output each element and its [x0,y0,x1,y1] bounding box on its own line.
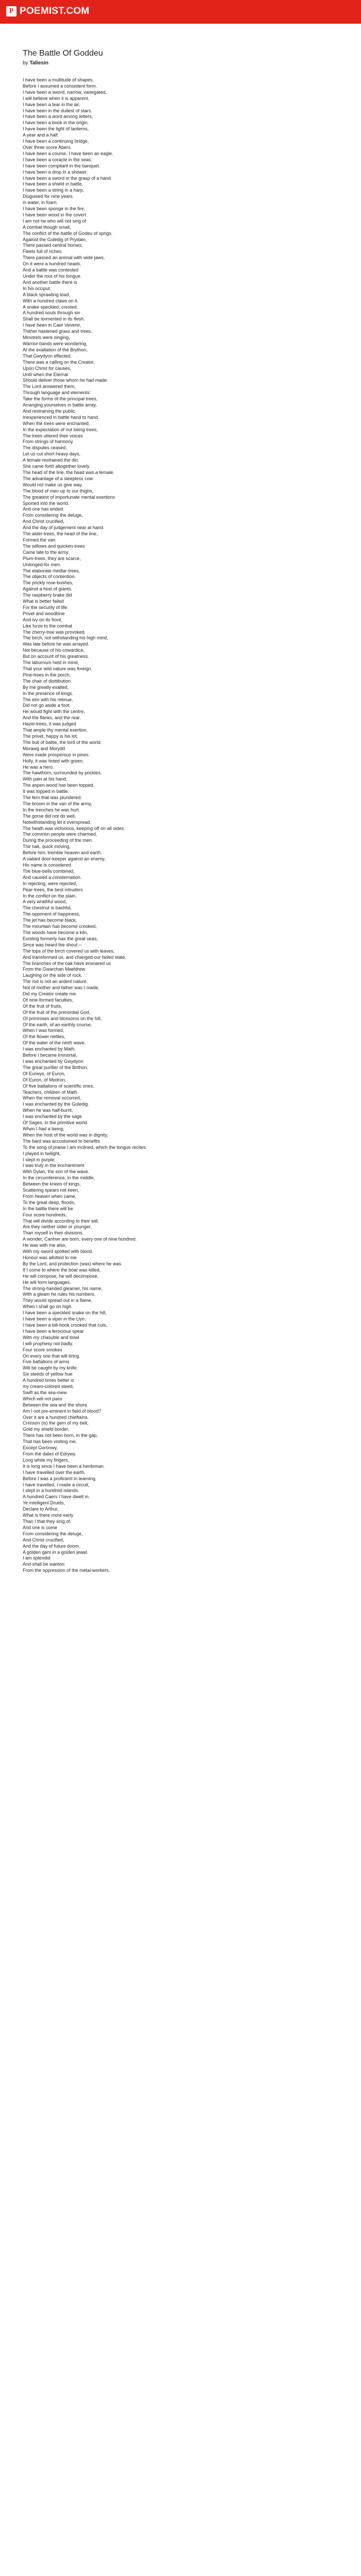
poem-line: I am not he who will not sing of [23,218,87,224]
poem-line: Of Sages, in the primitive world. [23,1120,89,1126]
poem-line: At the exaltation of the Brython, [23,347,88,352]
poem-line: Over three score Abers. [23,144,72,150]
poem-line: The trees uttered their voices [23,433,83,438]
poem-line: I was enchanted by the Guledig. [23,1101,89,1107]
poem-line: From strings of harmony [23,439,73,445]
poem-line: The opponent of happiness, [23,911,80,917]
poem-line: Inexperienced in battle hand to hand. [23,414,100,420]
poem-line: The gorse did not do well, [23,813,76,819]
poem-line: I have been a ferocious spear [23,1328,84,1334]
poem-body [23,77,332,1574]
poem-line: Crimson (is) the gem of my belt, [23,1420,89,1426]
poem-line: And shall be wanton [23,1562,65,1567]
poem-line: Plum-trees, they are scarce, [23,555,81,561]
poem-line: Unlonged-for men. [23,562,61,567]
poem-line: Holly, it was tinted with green, [23,758,84,764]
poem-line: Morawg and Morydd [23,745,65,751]
poem-line: The willows and quicken-trees [23,543,85,549]
poem-line: The birch, not withstanding his high mind, [23,635,108,641]
poem-line: Of the fruit of the primordial God, [23,1009,91,1015]
poem-line: A year and a half. [23,132,59,138]
poem-line: Which will not pass [23,1396,62,1401]
poem-line: He will form languages. [23,1279,71,1285]
poem-line: Than myself in their divisions. [23,1230,84,1236]
poem-line: In the presence of kings. [23,690,74,696]
poem-line: Of the earth, of an earthly course, [23,1022,92,1027]
poem-line: The bull of battle, the lord of the world. [23,739,102,745]
poem-line: I was enchanted by Math, [23,1046,76,1052]
poem-line: The branches of the oak have ensnared us [23,960,111,966]
poem-line: In the battle there will be [23,1206,73,1211]
poem-line: I was truly in the enchantment [23,1163,85,1168]
poem-author-link[interactable]: Taliesin [29,60,48,66]
poem-line: The tops of the birch covered us with leaves, [23,948,115,954]
poem-line: And Christ crucified, [23,1537,64,1543]
poem-line: I have been a coracle in the seas: [23,157,92,162]
poem-line: It was topped in battle. [23,789,70,794]
poem-line: With pain at his hand. [23,776,68,782]
poem-line: They would spread out in a flame, [23,1298,93,1303]
poem-line: There was a calling on the Creator, [23,359,95,365]
poem-line: With Dylan, the son of the wave. [23,1169,90,1175]
poem-line: Formed the van. [23,537,57,543]
poem-line: A hundred times better is [23,1378,74,1383]
poem-line: A female restrained the din. [23,457,79,463]
poem-line: From considering the deluge, [23,1531,83,1536]
poem-line: I have been a shield in battle. [23,181,84,187]
poem-line: Through language and elements: [23,390,91,396]
poem-line: And a battle was contested [23,267,79,273]
poem-line: In the trenches he was hurt. [23,807,80,812]
poem-line: I have been a multitude of shapes, [23,77,94,82]
poem-line: Five battalions of arms [23,1359,70,1365]
poem-line: I have been sponge in the fire, [23,206,86,212]
poem-line: And ivy on its front, [23,617,62,622]
poem-line: Came late to the army. [23,549,70,555]
poem-line: The great purifier of the Brithon, [23,1064,89,1070]
poem-line: Thither hastened grass and trees. [23,329,92,334]
poem-line: Of nine-formed faculties, [23,997,74,1003]
poem-line: And Christ crucified, [23,519,64,524]
poem-line: He was with me also, [23,1243,67,1248]
poem-line: Against a host of giants. [23,586,73,592]
poem-line: Did not go aside a foot; [23,703,71,708]
poem-line: The strong-handed gleamer, his name, [23,1285,103,1291]
poem-line: Should deliver those whom he had made. [23,378,108,383]
poem-line: Except Goronwy, [23,1445,58,1451]
poem-line: The prickly rose-bushes, [23,580,74,586]
poem-line: The raspberry brake did [23,592,72,598]
poem-line: Until when the Eternal [23,371,69,377]
poem-line: The rod is not an ardent nature. [23,979,88,985]
poem-line: Hazel-trees, it was judged [23,721,76,727]
poem-line: The alder-trees, the head of the line, [23,531,98,537]
poem-content [23,49,332,1574]
poem-line: When the host of the world was in dignity, [23,1132,108,1138]
poem-line: Upon Christ for causes, [23,365,72,371]
poem-line: Declare to Arthur, [23,1506,59,1512]
poem-line: Shall be tormented in its flesh. [23,316,85,322]
poem-line: A golden gem in a golden jewel. [23,1549,89,1555]
poem-line: Since was heard the shout:-- [23,942,82,947]
poem-line: Am I not pre-eminent in field of blood? [23,1408,102,1414]
poem-line: Gold my shield border. [23,1427,70,1432]
poem-line: I am splendid [23,1555,51,1561]
poem-line: I will believe when it is apparent. [23,95,90,101]
poem-line: A wonder, Canhwr are born, every one of nine hundred. [23,1236,137,1242]
poem-line: A black sprawling toad, [23,292,71,297]
poem-line: There passed an animal with wide jaws, [23,255,105,261]
poem-line: Was late before he was arrayed. [23,641,90,647]
poem-line: I have been wood in the covert. [23,212,88,217]
poem-line: I have been a course, I have been an eagle. [23,150,113,156]
poem-line: Would not make us give way. [23,482,83,487]
poem-line: A very wrathful wood, [23,899,67,905]
poem-line: The common people were charmed, [23,832,97,837]
poem-line: Laughing on the side of rock, [23,973,83,978]
poem-line: In the circumference, in the middle, [23,1175,95,1181]
poem-line: Of Euron, of Modron, [23,1077,67,1082]
poem-line: The aspen-wood has been topped, [23,783,95,788]
poem-line: The blood of men up to our thighs, [23,488,94,494]
poem-line: Teachers, children of Math. [23,1089,79,1095]
poem-line: I was enchanted by Gwydyon [23,1059,84,1064]
poem-line: Pear-trees, the best intruders [23,887,83,892]
poem-line: He will compose, he will decompose, [23,1273,99,1279]
poem-line: And one is come [23,1524,58,1530]
poem-line: Before I was a proficient in learning. [23,1476,97,1481]
poem-line: With my chasuble and bowl [23,1334,79,1340]
poem-line: Are they neither older or younger, [23,1224,92,1230]
poem-line: The conflict of the battle of Godeu of sprigs. [23,230,113,236]
poem-line: From the dales of Edrywy. [23,1451,76,1456]
poem-line: I was enchanted by the sage [23,1114,82,1120]
poem-line: I have been a sword in the grasp of a hand [23,175,111,181]
poem-line: That your wild nature was foreign. [23,666,93,671]
poem-line: And transformed us, and changed our faded state. [23,954,126,960]
poem-line: Over it are a hundred chieftains. [23,1414,89,1420]
poem-line: And another battle there is [23,279,77,285]
poem-line: I played in twilight, [23,1150,61,1156]
poem-line: With a gleam he rules his numbers. [23,1292,96,1297]
poem-line: From considering the deluge, [23,513,83,518]
poem-line: A combat though small, [23,224,71,230]
poem-line: A hundred Caers I have dwelt in. [23,1494,90,1500]
poem-line: I have been a tear in the air, [23,101,80,107]
poem-line: Notwithstanding let it overspread. [23,819,92,825]
poem-line: And the day of future doom. [23,1543,80,1549]
poem-line: And the flanks, and the rear. [23,715,81,721]
poem-line: I have been a sword, narrow, variegated, [23,89,107,95]
poem-line: I have been in Caer Vevenir, [23,323,81,328]
poem-line: The head of the line, the head was a female. [23,470,114,475]
poem-line: I have been a drop in a shower; [23,169,88,175]
logo-mark-icon: P [6,6,17,16]
poem-line: The jet has become black, [23,918,77,923]
poem-line: I slept in a hundred islands. [23,1488,79,1494]
poem-line: The fern that was plundered. [23,795,82,801]
poem-line: Against the Guledig of Prydain, [23,236,87,242]
poem-line: Warrior-bands were wondering, [23,341,88,346]
byline-prefix: by [23,60,28,66]
poem-line: What is there more early [23,1513,74,1518]
poem-line: Sported into the world. [23,500,70,506]
poem-line: The cherry-tree was provoked. [23,629,86,635]
poem-line: Privet and woodbine [23,611,65,616]
poem-line: When I was formed, [23,1028,64,1033]
poem-line: Disguised for nine years. [23,194,74,199]
poem-line: Let us cut short heavy days, [23,451,81,457]
poem-line: There has not been born, in the gap, [23,1433,98,1438]
poem-line: in water, in foam. [23,200,58,206]
poem-line: I have been a book in the origin. [23,120,89,126]
poem-line: I have been a string in a harp, [23,188,85,193]
poem-line: The mountain has become crooked, [23,924,97,929]
site-logo[interactable] [6,6,89,17]
poem-line: I have been in the dullest of stars. [23,108,92,113]
poem-line: That has been visiting me, [23,1439,77,1445]
poem-line: The Lord answered them, [23,384,76,389]
poem-line: I have been a viper in the Llyn. [23,1316,86,1322]
poem-line: From the Gwarchan Maeldrew. [23,967,87,972]
poem-line: The oak, quick moving, [23,844,71,850]
poem-line: To the great deep, floods, [23,1199,75,1205]
poem-line: Did my Creator create me. [23,991,77,997]
poem-line: With a hundred claws on it. [23,298,79,303]
poem-line: Swift as the sea-mew [23,1389,67,1395]
poem-line: Minstrels were singing, [23,335,70,341]
poem-line: I have been a continuing bridge, [23,139,89,144]
poem-line: Of the water of the ninth wave. [23,1040,86,1046]
poem-line: Under the root of his tongue. [23,274,82,279]
poem-line: Before I became immortal, [23,1053,77,1058]
poem-line: A hundred souls through sin [23,310,80,316]
poem-line: That will divide according to their will. [23,1218,100,1224]
poem-line: A snake speckled, crested. [23,304,78,310]
poem-line: I have been a word among letters, [23,114,93,120]
poem-line: I have been a bill-hook crooked that cuts, [23,1322,108,1328]
poem-line: Like furze to the combat [23,623,73,629]
poem-line: Honour was allotted to me [23,1255,77,1260]
poem-line: The elm with his retinue, [23,697,73,702]
poem-line: Arranging yourselves in battle array, [23,402,97,408]
poem-line: I have been the light of lanterns, [23,126,89,132]
poem-line: What is better failed [23,599,64,604]
poem-line: The advantage of a sleepless cow [23,476,93,481]
brand-name: POEMIST.COM [20,6,90,16]
poem-line: Between the knees of kings, [23,1181,81,1187]
poem-line: The disputes ceased. [23,445,67,451]
poem-line: When the trees were enchanted, [23,420,90,426]
poem-line: Before I assumed a consistent form. [23,83,97,89]
poem-line: Than I that they sing of. [23,1518,72,1524]
poem-line: Before him, tremble heaven and earth. [23,850,102,856]
poem-line: The greatest of importunate mental exertions [23,494,116,500]
poem-line: Six steeds of yellow hue [23,1371,73,1377]
poem-line: In the expectation of not being trees, [23,427,98,432]
poem-line: When the removal occurred, [23,1095,81,1101]
poem-line: Take the forms of the principal trees, [23,396,98,402]
poem-line: I have travelled over the earth, [23,1469,86,1475]
poem-line: The objects of contention. [23,574,76,580]
poem-line: Were made prosperous in pines. [23,752,90,757]
poem-line: I have been a speckled snake on the hill, [23,1310,107,1316]
site-header [0,0,361,24]
poem-line: Long white my fingers, [23,1457,70,1463]
poem-line: That ample thy mental exertion. [23,727,88,733]
poem-line: There passed central horses, [23,243,83,248]
poem-line: But on account of his greatness. [23,654,89,659]
poem-line: When I had a being; [23,1126,64,1131]
poem-line: Of the flower nettles, [23,1034,65,1040]
poem-line: Fleets full of riches. [23,249,63,255]
poem-line: Will be caught by my knife. [23,1365,78,1371]
poem-line: Of Eurwys, of Euron, [23,1071,66,1076]
poem-line: She came forth altogether lovely. [23,464,90,469]
poem-line: It is long since I have been a herdsman. [23,1463,105,1469]
poem-line: The laburnum held in mind, [23,660,79,666]
poem-line: His name is considered. [23,862,73,868]
poem-line: Scattering spears not keen, [23,1188,79,1193]
poem-line: Not of mother and father was I made, [23,985,100,991]
poem-byline [23,60,332,66]
poem-line: When he was half-burnt, [23,1108,73,1113]
poem-line: Of the fruit of fruits, [23,1003,62,1009]
poem-line: Existing formerly has the great seas, [23,936,98,941]
poem-line: Between the sea and the shore. [23,1402,89,1408]
poem-line: The broom in the van of the army, [23,801,92,806]
poem-line: He was a hero. [23,764,54,770]
poem-line: By me greatly exalted, [23,684,69,690]
poem-line: He would fight with the centre, [23,709,85,715]
poem-line: Ye intelligent Druids, [23,1500,65,1506]
poem-line: If I come to where the boar was killed, [23,1267,101,1273]
poem-line: I slept in purple; [23,1157,56,1162]
poem-line: To the song of praise I am inclined, which the tongue recites. [23,1144,147,1150]
poem-line: From heaven when came, [23,1193,77,1199]
poem-line: And caused a consternation. [23,874,82,880]
poem-line: The chair of disttibution [23,678,71,684]
poem-line: On every one that will bring. [23,1353,80,1359]
poem-line: From the oppression of the metal-workers. [23,1568,110,1573]
poem-line: Of five battalions of scientific ones, [23,1083,94,1089]
poem-line: By the Lord, and protection (was) where he was. [23,1261,123,1266]
poem-line: Four score smokes [23,1347,62,1352]
poem-line: During the proceeding of the men. [23,838,93,843]
poem-line: Pine-trees in the porch, [23,672,71,677]
poem-line: In the conflict on the plain. [23,893,77,899]
poem-line: The heath was victorious, keeping off on all sides. [23,825,125,831]
poem-line: Four score hundreds, [23,1212,67,1217]
poem-line: And one has ended [23,506,63,512]
poem-line: The woods have become a kiln, [23,929,88,935]
poem-line: I have travelled, I made a circuit, [23,1482,90,1487]
poem-line: The bard was accustomed to benefits. [23,1138,102,1144]
poem-line: Of primroses and blossoms on the hill, [23,1015,102,1021]
poem-title: The Battle Of Goddeu [23,49,103,58]
poem-line: In rejecting, were rejected, [23,880,77,886]
poem-line: I have been compliant in the banquet. [23,163,101,168]
poem-line: The chestnut is bashful, [23,905,72,911]
poem-line: With my sword spotted with blood. [23,1249,93,1255]
poem-line: The privet, happy is his lot, [23,733,78,739]
poem-line: And restraining the public [23,408,75,414]
poem-line: On it were a hundred heads. [23,261,81,267]
poem-line: For the security of life. [23,604,69,610]
poem-line: When I shall go on high. [23,1304,73,1310]
poem-line: A valiant door-keeper against an enemy, [23,856,106,862]
poem-line: my cream-colored steed, [23,1384,74,1389]
poem-line: In his occiput. [23,285,52,291]
poem-line: The hawthorn, surrounded by prickles, [23,770,102,776]
poem-line: And the day of judgement near at hand. [23,525,105,531]
poem-line: The blue-bells combined, [23,868,75,874]
poem-line: The elaborate medlar-trees, [23,568,80,573]
poem-line: That Gwydyon effected. [23,353,72,359]
poem-line: Not because of his cowardice, [23,648,85,653]
poem-line: I will prophesy not badly. [23,1341,73,1346]
